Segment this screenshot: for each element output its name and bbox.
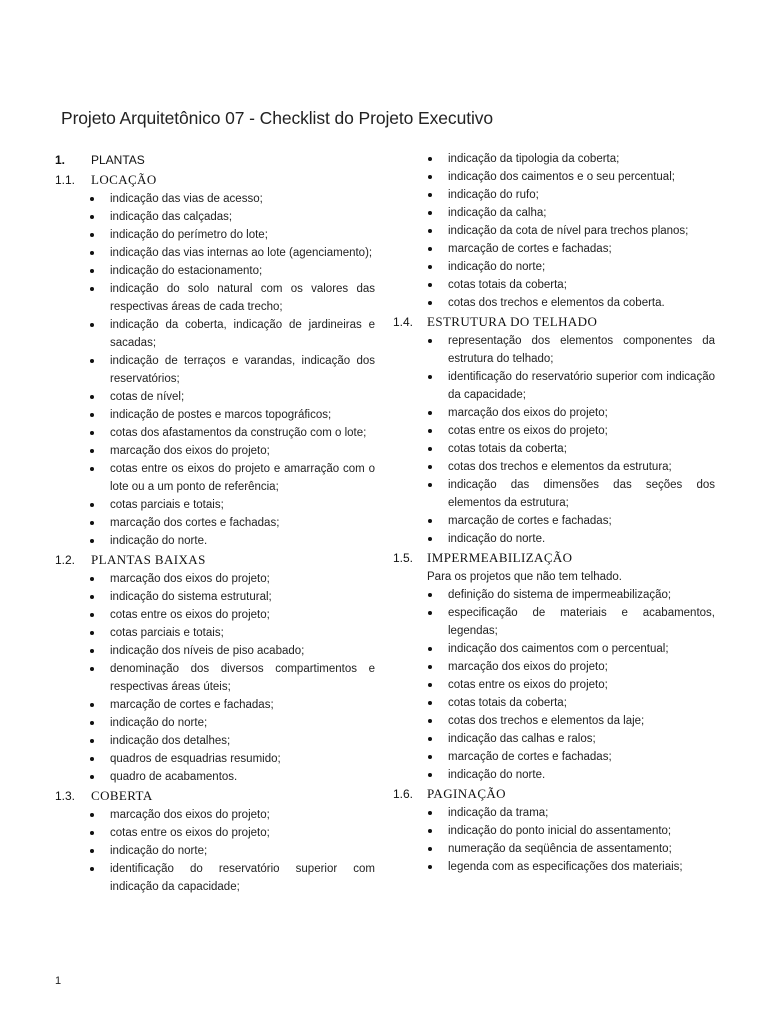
list-item-text: indicação dos caimentos com o percentual;	[448, 643, 669, 655]
bullet-icon	[90, 849, 94, 853]
list-item-text: indicação do norte.	[110, 535, 208, 547]
list-item	[393, 476, 715, 512]
list-item	[393, 458, 715, 476]
list-item-text: indicação das calhas e ralos;	[448, 733, 596, 745]
list-item	[393, 640, 715, 658]
bullet-icon	[428, 339, 432, 343]
page-title: Projeto Arquitetônico 07 - Checklist do Projeto Executivo	[61, 108, 494, 128]
section-heading	[55, 170, 375, 190]
list-item	[393, 240, 715, 258]
section-heading	[393, 784, 715, 804]
checklist-section	[393, 548, 715, 784]
bullet-icon	[90, 577, 94, 581]
list-item-text: cotas totais da coberta;	[448, 279, 567, 291]
bullet-icon	[90, 667, 94, 671]
list-item	[55, 262, 375, 280]
bullet-icon	[90, 323, 94, 327]
bullet-icon	[428, 847, 432, 851]
checklist-items	[393, 150, 715, 312]
bullet-icon	[90, 703, 94, 707]
list-item	[393, 840, 715, 858]
checklist-items	[55, 190, 375, 550]
list-item	[55, 208, 375, 226]
section-title: COBERTA	[91, 788, 153, 803]
list-item-text: indicação das vias de acesso;	[110, 193, 263, 205]
bullet-icon	[428, 773, 432, 777]
list-item-text: representação dos elementos componentes da estrutura do telhado;	[448, 335, 715, 365]
bullet-icon	[428, 229, 432, 233]
list-item	[55, 532, 375, 550]
list-item	[55, 442, 375, 460]
list-item-text: marcação dos eixos do projeto;	[448, 407, 608, 419]
list-item	[55, 660, 375, 696]
list-item-text: indicação do norte;	[110, 845, 208, 857]
list-item-text: indicação do norte;	[448, 261, 546, 273]
bullet-icon	[428, 375, 432, 379]
bullet-icon	[90, 831, 94, 835]
list-item	[393, 730, 715, 748]
list-item-text: cotas entre os eixos do projeto;	[448, 679, 608, 691]
list-item-text: indicação do estacionamento;	[110, 265, 263, 277]
section-number: 1.5.	[393, 551, 414, 565]
bullet-icon	[90, 215, 94, 219]
section-title: IMPERMEABILIZAÇÃO	[427, 550, 573, 565]
list-item-text: marcação dos cortes e fachadas;	[110, 517, 280, 529]
bullet-icon	[428, 193, 432, 197]
section-number: 1.4.	[393, 315, 414, 329]
section-number: 1.1.	[55, 173, 76, 187]
bullet-icon	[90, 613, 94, 617]
list-item-text: indicação da calha;	[448, 207, 547, 219]
bullet-icon	[428, 737, 432, 741]
list-item-text: cotas parciais e totais;	[110, 627, 224, 639]
list-item	[393, 658, 715, 676]
bullet-icon	[428, 755, 432, 759]
bullet-icon	[90, 287, 94, 291]
list-item-text: marcação dos eixos do projeto;	[110, 445, 270, 457]
list-item	[393, 766, 715, 784]
bullet-icon	[90, 867, 94, 871]
bullet-icon	[90, 739, 94, 743]
bullet-icon	[90, 539, 94, 543]
list-item-text: marcação de cortes e fachadas;	[110, 699, 274, 711]
bullet-icon	[90, 395, 94, 399]
section-number: 1.	[55, 153, 66, 167]
section-heading	[393, 548, 715, 568]
list-item-text: indicação das vias internas ao lote (agenciamento);	[110, 247, 373, 259]
bullet-icon	[428, 611, 432, 615]
list-item-text: cotas entre os eixos do projeto;	[110, 609, 270, 621]
bullet-icon	[428, 483, 432, 487]
checklist-items	[55, 806, 375, 896]
bullet-icon	[90, 359, 94, 363]
list-item-text: quadros de esquadrias resumido;	[110, 753, 281, 765]
list-item-text: indicação do norte;	[110, 717, 208, 729]
section-title: ESTRUTURA DO TELHADO	[427, 314, 598, 329]
bullet-icon	[90, 449, 94, 453]
bullet-icon	[90, 631, 94, 635]
bullet-icon	[428, 683, 432, 687]
list-item	[393, 332, 715, 368]
list-item	[393, 404, 715, 422]
section-number: 1.6.	[393, 787, 414, 801]
list-item-text: indicação das dimensões das seções dos elementos da estrutura;	[448, 479, 715, 509]
section-number: 1.3.	[55, 789, 76, 803]
list-item	[393, 748, 715, 766]
list-item	[55, 280, 375, 316]
bullet-icon	[90, 775, 94, 779]
list-item-text: numeração da seqüência de assentamento;	[448, 843, 672, 855]
list-item-text: cotas entre os eixos do projeto;	[110, 827, 270, 839]
list-item	[55, 190, 375, 208]
page-number: 1	[55, 975, 62, 987]
list-item	[393, 822, 715, 840]
bullet-icon	[428, 647, 432, 651]
section-title: PAGINAÇÃO	[427, 786, 506, 801]
list-item-text: indicação da tipologia da coberta;	[448, 153, 620, 165]
list-item-text: legenda com as especificações dos materiais;	[448, 861, 683, 873]
checklist-section	[393, 312, 715, 548]
bullet-icon	[90, 813, 94, 817]
list-item-text: cotas dos afastamentos da construção com o lote;	[110, 427, 367, 439]
bullet-icon	[90, 649, 94, 653]
bullet-icon	[428, 665, 432, 669]
list-item-text: cotas entre os eixos do projeto;	[448, 425, 608, 437]
section-title: LOCAÇÃO	[91, 172, 157, 187]
section-heading	[55, 786, 375, 806]
list-item	[393, 712, 715, 730]
list-item-text: denominação dos diversos compartimentos e respectivas áreas úteis;	[110, 663, 375, 693]
list-item-text: indicação dos caimentos e o seu percentual;	[448, 171, 675, 183]
list-item-text: cotas dos trechos e elementos da laje;	[448, 715, 645, 727]
list-item	[55, 768, 375, 786]
list-item	[55, 750, 375, 768]
bullet-icon	[90, 233, 94, 237]
list-item-text: cotas totais da coberta;	[448, 697, 567, 709]
list-item	[393, 440, 715, 458]
list-item	[393, 204, 715, 222]
list-item-text: indicação da cota de nível para trechos planos;	[448, 225, 689, 237]
list-item-text: indicação do ponto inicial do assentamento;	[448, 825, 672, 837]
list-item	[393, 530, 715, 548]
bullet-icon	[428, 537, 432, 541]
list-item	[393, 276, 715, 294]
checklist-items	[393, 586, 715, 784]
bullet-icon	[428, 701, 432, 705]
bullet-icon	[428, 283, 432, 287]
bullet-icon	[90, 757, 94, 761]
bullet-icon	[428, 157, 432, 161]
bullet-icon	[428, 175, 432, 179]
list-item-text: identificação do reservatório superior com indicação da capacidade;	[110, 863, 375, 893]
section-heading	[393, 312, 715, 332]
list-item-text: indicação do perímetro do lote;	[110, 229, 268, 241]
list-item	[55, 824, 375, 842]
list-item	[393, 186, 715, 204]
checklist-section	[55, 170, 375, 550]
list-item	[55, 842, 375, 860]
list-item-text: marcação dos eixos do projeto;	[448, 661, 608, 673]
list-item-text: indicação do norte.	[448, 769, 546, 781]
list-item	[393, 150, 715, 168]
list-item-text: cotas dos trechos e elementos da estrutura;	[448, 461, 672, 473]
list-item	[55, 244, 375, 262]
list-item	[55, 496, 375, 514]
bullet-icon	[428, 429, 432, 433]
bullet-icon	[90, 595, 94, 599]
list-item	[55, 570, 375, 588]
list-item	[55, 860, 375, 896]
list-item	[393, 586, 715, 604]
list-item	[393, 676, 715, 694]
list-item	[55, 388, 375, 406]
list-item-text: indicação dos detalhes;	[110, 735, 231, 747]
list-item-text: cotas dos trechos e elementos da coberta.	[448, 297, 665, 309]
section-title: PLANTAS BAIXAS	[91, 552, 206, 567]
checklist-section	[393, 784, 715, 876]
list-item	[393, 694, 715, 712]
list-item-text: indicação dos níveis de piso acabado;	[110, 645, 305, 657]
list-item-text: cotas parciais e totais;	[110, 499, 224, 511]
bullet-icon	[90, 467, 94, 471]
list-item	[393, 422, 715, 440]
section-number: 1.2.	[55, 553, 76, 567]
list-item	[55, 316, 375, 352]
list-item-text: marcação de cortes e fachadas;	[448, 243, 612, 255]
list-item-text: cotas de nível;	[110, 391, 185, 403]
list-item-text: cotas totais da coberta;	[448, 443, 567, 455]
list-item	[55, 714, 375, 732]
list-item-text: indicação do solo natural com os valores das respectivas áreas de cada trecho;	[110, 283, 375, 313]
right-column	[393, 150, 715, 876]
bullet-icon	[428, 719, 432, 723]
bullet-icon	[90, 431, 94, 435]
list-item-text: marcação dos eixos do projeto;	[110, 573, 270, 585]
list-item	[393, 858, 715, 876]
list-item-text: identificação do reservatório superior com indicação da capacidade;	[448, 371, 715, 401]
list-item	[55, 624, 375, 642]
list-item-text: indicação do norte.	[448, 533, 546, 545]
list-item-text: quadro de acabamentos.	[110, 771, 238, 783]
list-item	[393, 294, 715, 312]
list-item	[393, 604, 715, 640]
bullet-icon	[90, 197, 94, 201]
list-item	[55, 226, 375, 244]
checklist-section	[55, 786, 375, 896]
list-item-text: especificação de materiais e acabamentos, legendas;	[448, 607, 715, 637]
checklist-items	[393, 804, 715, 876]
list-item-text: indicação de postes e marcos topográficos;	[110, 409, 332, 421]
list-item-text: indicação da coberta, indicação de jardineiras e sacadas;	[110, 319, 375, 349]
bullet-icon	[428, 465, 432, 469]
bullet-icon	[428, 301, 432, 305]
list-item	[393, 804, 715, 822]
bullet-icon	[90, 503, 94, 507]
list-item	[393, 222, 715, 240]
list-item-text: cotas entre os eixos do projeto e amarração com o lote ou a um ponto de referência;	[110, 463, 375, 493]
list-item-text: definição do sistema de impermeabilização;	[448, 589, 672, 601]
bullet-icon	[428, 247, 432, 251]
list-item	[55, 588, 375, 606]
checklist-section	[55, 550, 375, 786]
checklist-items	[55, 570, 375, 786]
list-item-text: indicação da trama;	[448, 807, 549, 819]
bullet-icon	[428, 447, 432, 451]
section-title: PLANTAS	[91, 153, 145, 167]
list-item	[55, 696, 375, 714]
bullet-icon	[428, 829, 432, 833]
bullet-icon	[428, 593, 432, 597]
section-heading	[55, 150, 375, 170]
list-item	[55, 406, 375, 424]
list-item	[55, 460, 375, 496]
list-item	[55, 352, 375, 388]
bullet-icon	[428, 411, 432, 415]
bullet-icon	[90, 521, 94, 525]
bullet-icon	[90, 269, 94, 273]
bullet-icon	[428, 811, 432, 815]
list-item	[55, 732, 375, 750]
list-item	[393, 168, 715, 186]
list-item-text: marcação de cortes e fachadas;	[448, 751, 612, 763]
list-item	[393, 512, 715, 530]
list-item	[393, 258, 715, 276]
section-note: Para os projetos que não tem telhado.	[427, 571, 622, 583]
left-column	[55, 150, 375, 896]
bullet-icon	[428, 265, 432, 269]
list-item-text: indicação do rufo;	[448, 189, 539, 201]
list-item-text: marcação dos eixos do projeto;	[110, 809, 270, 821]
bullet-icon	[428, 211, 432, 215]
list-item	[55, 606, 375, 624]
list-item-text: marcação de cortes e fachadas;	[448, 515, 612, 527]
bullet-icon	[90, 721, 94, 725]
list-item	[393, 368, 715, 404]
checklist-section	[393, 150, 715, 312]
bullet-icon	[428, 519, 432, 523]
list-item-text: indicação de terraços e varandas, indicação dos reservatórios;	[110, 355, 375, 385]
checklist-section	[55, 150, 375, 170]
bullet-icon	[90, 413, 94, 417]
list-item	[55, 642, 375, 660]
checklist-items	[393, 332, 715, 548]
bullet-icon	[428, 865, 432, 869]
list-item	[55, 806, 375, 824]
bullet-icon	[90, 251, 94, 255]
list-item-text: indicação das calçadas;	[110, 211, 233, 223]
list-item	[55, 514, 375, 532]
section-heading	[55, 550, 375, 570]
list-item	[55, 424, 375, 442]
list-item-text: indicação do sistema estrutural;	[110, 591, 272, 603]
